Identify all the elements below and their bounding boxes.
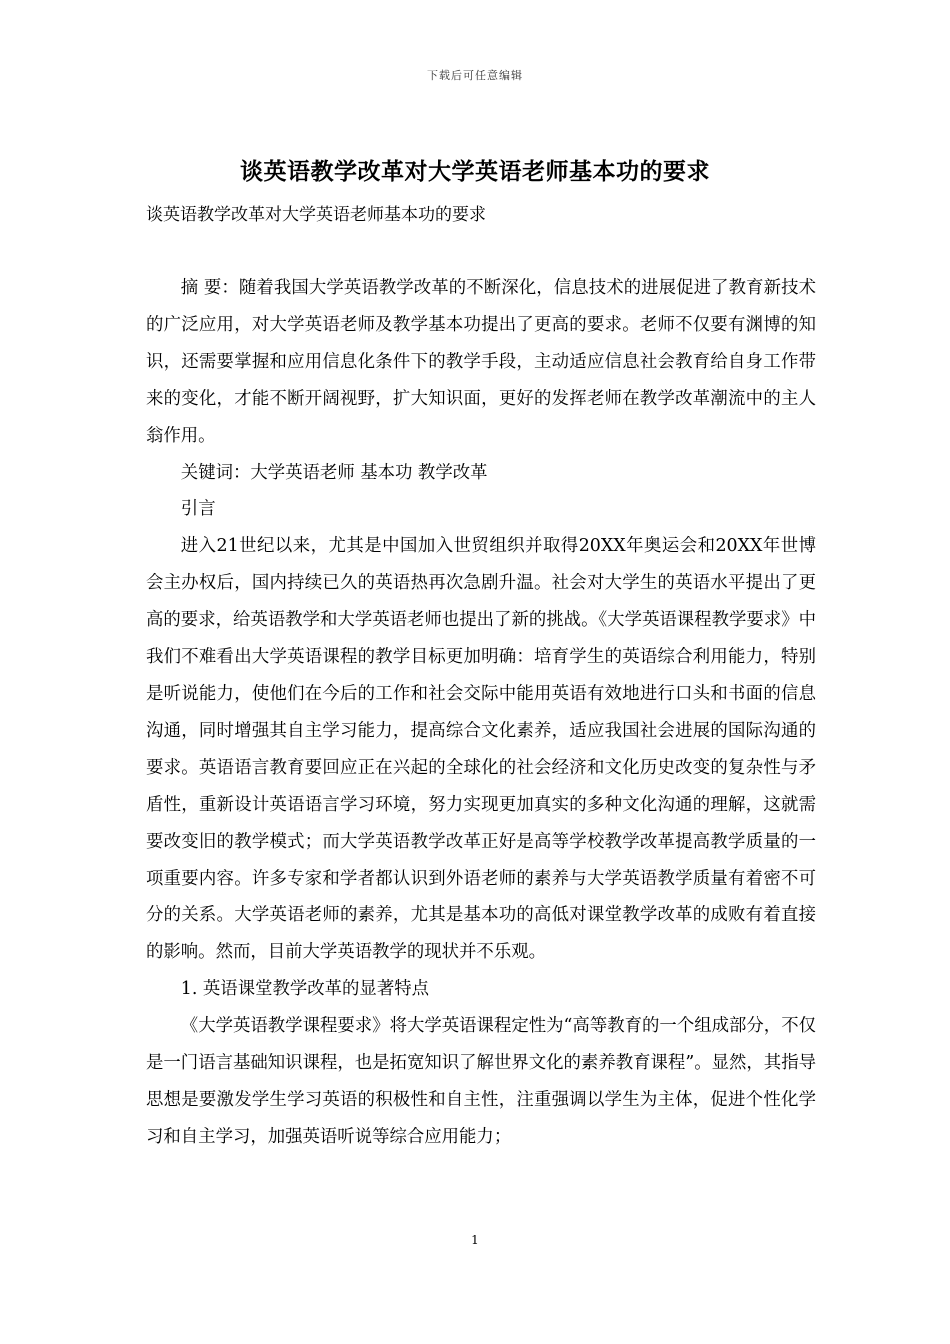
document-title: 谈英语教学改革对大学英语老师基本功的要求 (240, 158, 710, 185)
document-body (146, 270, 816, 1156)
page-number: 1 (471, 1233, 479, 1247)
intro-paragraph: 进入21世纪以来，尤其是中国加入世贸组织并取得20XX年奥运会和20XX年世博会主办权后，国内持续已久的英语热再次急剧升温。社会对大学生的英语水平提出了更高的要求，给英语教学和大学英语老师也提出了新的挑战。《大学英语课程教学要求》中我们不难看出大学英语课程的教学目标更加明确：培育学生的英语综合利用能力，特别是听说能力，使他们在今后的工作和社会交际中能用英语有效地进行口头和书面的信息沟通，同时增强其自主学习能力，提高综合文化素养，适应我国社会进展的国际沟通的要求。英语语言教育要回应正在兴起的全球化的社会经济和文化历史改变的复杂性与矛盾性，重新设计英语语言学习环境，努力实现更加真实的多种文化沟通的理解，这就需要改变旧的教学模式；而大学英语教学改革正好是高等学校教学改革提高教学质量的一项重要内容。许多专家和学者都认识到外语老师的素养与大学英语教学质量有着密不可分的关系。大学英语老师的素养，尤其是基本功的高低对课堂教学改革的成败有着直接的影响。然而，目前大学英语教学的现状并不乐观。 (146, 536, 816, 963)
document-subtitle: 谈英语教学改革对大学英语老师基本功的要求 (146, 205, 486, 225)
keywords-line: 关键词：大学英语老师 基本功 教学改革 (180, 462, 488, 483)
intro-heading: 引言 (180, 499, 216, 520)
section-1-heading: 1. 英语课堂教学改革的显著特点 (180, 979, 429, 1000)
abstract-paragraph: 摘 要：随着我国大学英语教学改革的不断深化，信息技术的进展促进了教育新技术的广泛应用，对大学英语老师及教学基本功提出了更高的要求。老师不仅要有渊博的知识，还需要掌握和应用信息化条件下的教学手段，主动适应信息社会教育给自身工作带来的变化，才能不断开阔视野，扩大知识面，更好的发挥老师在教学改革潮流中的主人翁作用。 (146, 278, 816, 446)
header-note: 下载后可任意编辑 (427, 69, 523, 82)
section-1-paragraph: 《大学英语教学课程要求》将大学英语课程定性为“高等教育的一个组成部分，不仅是一门语言基础知识课程，也是拓宽知识了解世界文化的素养教育课程”。显然，其指导思想是要激发学生学习英语的积极性和自主性，注重强调以学生为主体，促进个性化学习和自主学习，加强英语听说等综合应用能力； (146, 1016, 816, 1147)
